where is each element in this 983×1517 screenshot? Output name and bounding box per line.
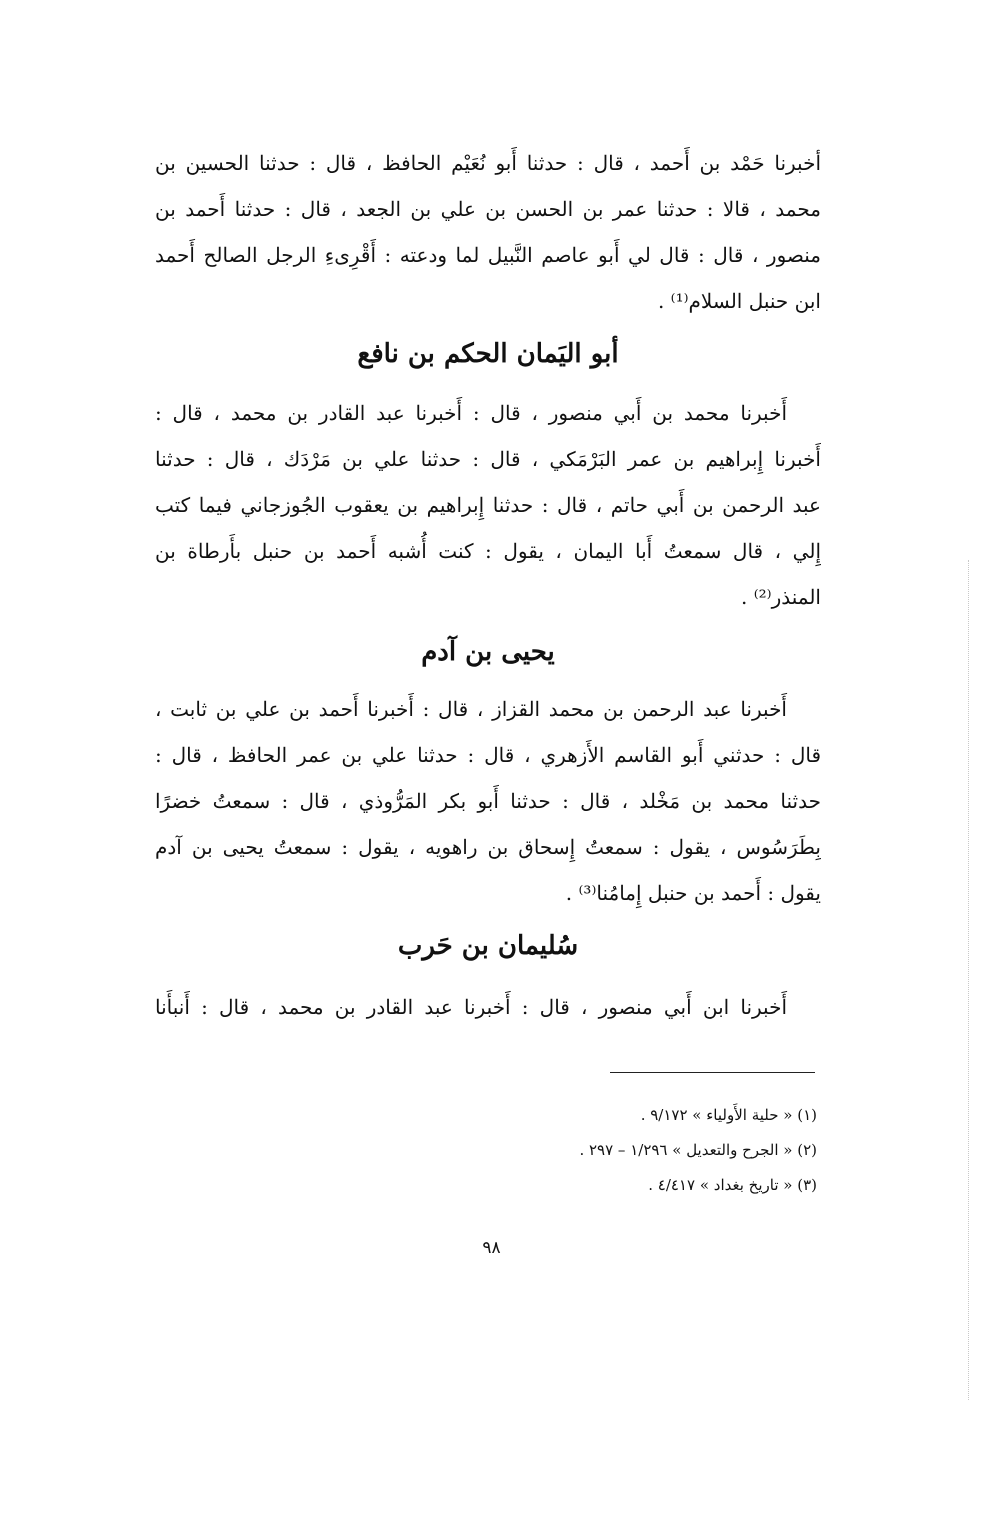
paragraph-2-line: أَخبرنا محمد بن أَبي منصور ، قال : أَخبرنا عبد القادر بن محمد ، قال : bbox=[155, 401, 787, 425]
scan-edge-line bbox=[968, 560, 970, 1400]
paragraph-3-line: قال : حدثني أَبو القاسم الأَزهري ، قال : حدثنا علي بن عمر الحافظ ، قال : bbox=[155, 743, 821, 767]
paragraph-1-line: محمد ، قالا : حدثنا عمر بن الحسن بن علي بن الجعد ، قال : حدثنا أَحمد بن bbox=[155, 197, 821, 221]
paragraph-2-line: أَخبرنا إِبراهيم بن عمر البَرْمَكي ، قال : حدثنا علي بن مَرْدَك ، قال : حدثنا bbox=[155, 447, 821, 471]
paragraph-2-line: إِلي ، قال سمعتُ أَبا اليمان ، يقول : كنت أُشبه أَحمد بن حنبل بأَرطاة بن bbox=[155, 539, 821, 563]
paragraph-4-line: أَخبرنا ابن أَبي منصور ، قال : أَخبرنا عبد القادر بن محمد ، قال : أَنبأَنا bbox=[155, 995, 787, 1019]
section-heading-abu-al-yaman: أبو اليَمان الحكم بن نافع bbox=[357, 339, 619, 369]
paragraph-2-line: عبد الرحمن بن أَبي حاتم ، قال : حدثنا إِبراهيم بن يعقوب الجُوزجاني فيما كتب bbox=[155, 493, 821, 517]
paragraph-2-line: المنذر⁽²⁾ . bbox=[741, 585, 821, 609]
footnote-separator bbox=[610, 1072, 815, 1073]
paragraph-3-line: بِطَرَسُوس ، يقول : سمعتُ إِسحاق بن راهويه ، يقول : سمعتُ يحيى بن آدم bbox=[155, 835, 821, 859]
paragraph-1-line: ابن حنبل السلام⁽¹⁾ . bbox=[657, 289, 821, 313]
page-number: ٩٨ bbox=[482, 1238, 501, 1258]
footnote-1: (١) « حلية الأَولياء » ٩/١٧٢ . bbox=[640, 1106, 817, 1124]
paragraph-2 bbox=[155, 390, 821, 620]
footnotes bbox=[155, 1098, 817, 1203]
paragraph-4 bbox=[155, 984, 821, 1030]
paragraph-1 bbox=[155, 140, 821, 324]
paragraph-3 bbox=[155, 686, 821, 916]
paragraph-3-line: أَخبرنا عبد الرحمن بن محمد القزاز ، قال : أَخبرنا أَحمد بن علي بن ثابت ، bbox=[155, 697, 787, 721]
paragraph-1-line: أخبرنا حَمْد بن أَحمد ، قال : حدثنا أَبو نُعَيْم الحافظ ، قال : حدثنا الحسين بن bbox=[155, 151, 821, 175]
footnote-3: (٣) « تاريخ بغداد » ٤/٤١٧ . bbox=[648, 1176, 817, 1194]
section-heading-sulayman-ibn-harb: سُليمان بن حَرب bbox=[397, 931, 579, 961]
paragraph-3-line: يقول : أَحمد بن حنبل إِمامُنا⁽³⁾ . bbox=[565, 881, 821, 905]
section-heading-yahya-ibn-adam: يحيى بن آدم bbox=[421, 637, 555, 667]
paragraph-3-line: حدثنا محمد بن مَخْلد ، قال : حدثنا أَبو بكر المَرُّوذي ، قال : سمعتُ خضرًا bbox=[155, 789, 821, 813]
footnote-2: (٢) « الجرح والتعديل » ١/٢٩٦ – ٢٩٧ . bbox=[579, 1141, 817, 1159]
paragraph-1-line: منصور ، قال : قال لي أَبو عاصم النَّبيل لما ودعته : أَقْرِىءِ الرجل الصالح أَحمد bbox=[155, 243, 821, 267]
